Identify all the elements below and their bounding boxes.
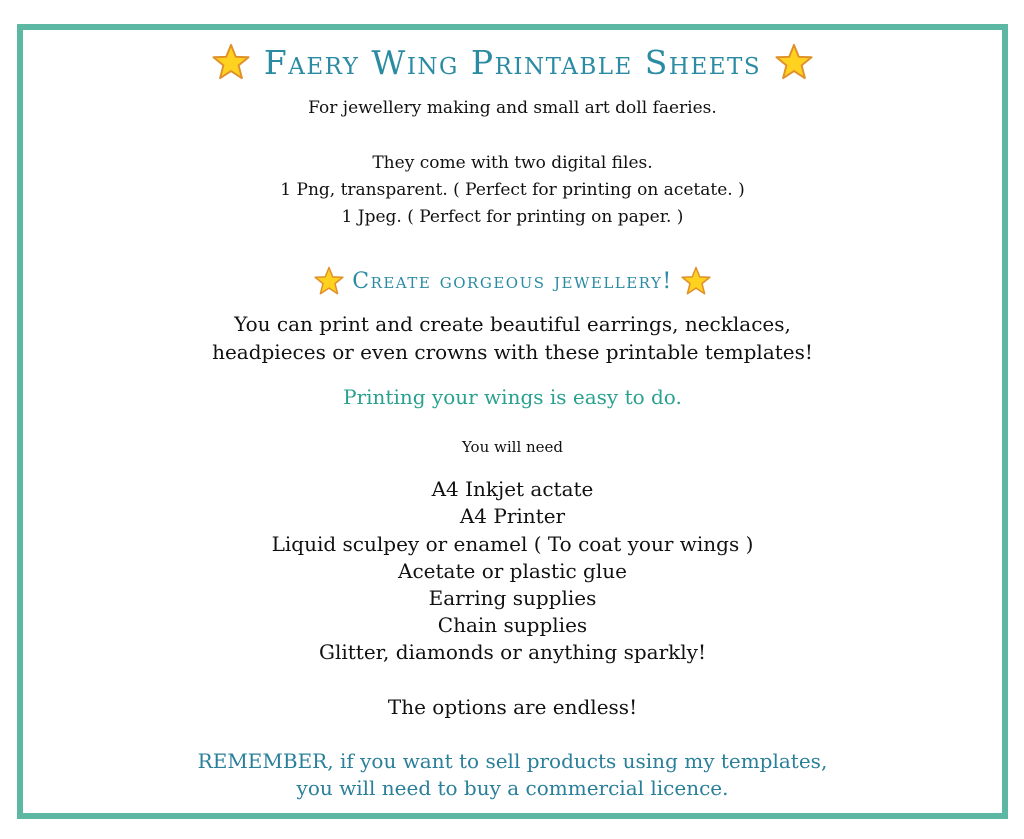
options-note: The options are endless! bbox=[387, 695, 638, 719]
intro-line-4: 1 Jpeg. ( Perfect for printing on paper. ) bbox=[341, 207, 684, 227]
intro-line-3: 1 Png, transparent. ( Perfect for printing on acetate. ) bbox=[280, 180, 745, 200]
remember-line-2: you will need to buy a commercial licence. bbox=[296, 776, 729, 800]
page-frame bbox=[17, 24, 1008, 819]
list-item: Earring supplies bbox=[428, 586, 597, 610]
star-icon bbox=[212, 43, 250, 81]
star-icon bbox=[681, 266, 711, 296]
list-item: Acetate or plastic glue bbox=[398, 559, 627, 583]
description-line-1: You can print and create beautiful earrings, necklaces, bbox=[234, 312, 791, 336]
remember-line-1: REMEMBER, if you want to sell products using my templates, bbox=[197, 749, 828, 773]
intro-line-1: For jewellery making and small art doll faeries. bbox=[308, 98, 717, 118]
list-item: A4 Inkjet actate bbox=[431, 477, 594, 501]
page-title: Faery Wing Printable Sheets bbox=[263, 42, 762, 82]
list-item: Chain supplies bbox=[437, 613, 588, 637]
list-item: A4 Printer bbox=[459, 504, 566, 528]
subtitle-row bbox=[23, 264, 1002, 298]
section-heading: Create gorgeous jewellery! bbox=[352, 268, 673, 294]
printing-note: Printing your wings is easy to do. bbox=[343, 385, 682, 409]
star-icon bbox=[775, 43, 813, 81]
title-row bbox=[23, 42, 1002, 82]
list-item: Liquid sculpey or enamel ( To coat your wings ) bbox=[271, 532, 754, 556]
description-line-2: headpieces or even crowns with these printable templates! bbox=[212, 340, 813, 364]
intro-line-2: They come with two digital files. bbox=[372, 153, 653, 173]
need-label: You will need bbox=[461, 438, 564, 456]
list-item: Glitter, diamonds or anything sparkly! bbox=[318, 640, 706, 664]
star-icon bbox=[314, 266, 344, 296]
